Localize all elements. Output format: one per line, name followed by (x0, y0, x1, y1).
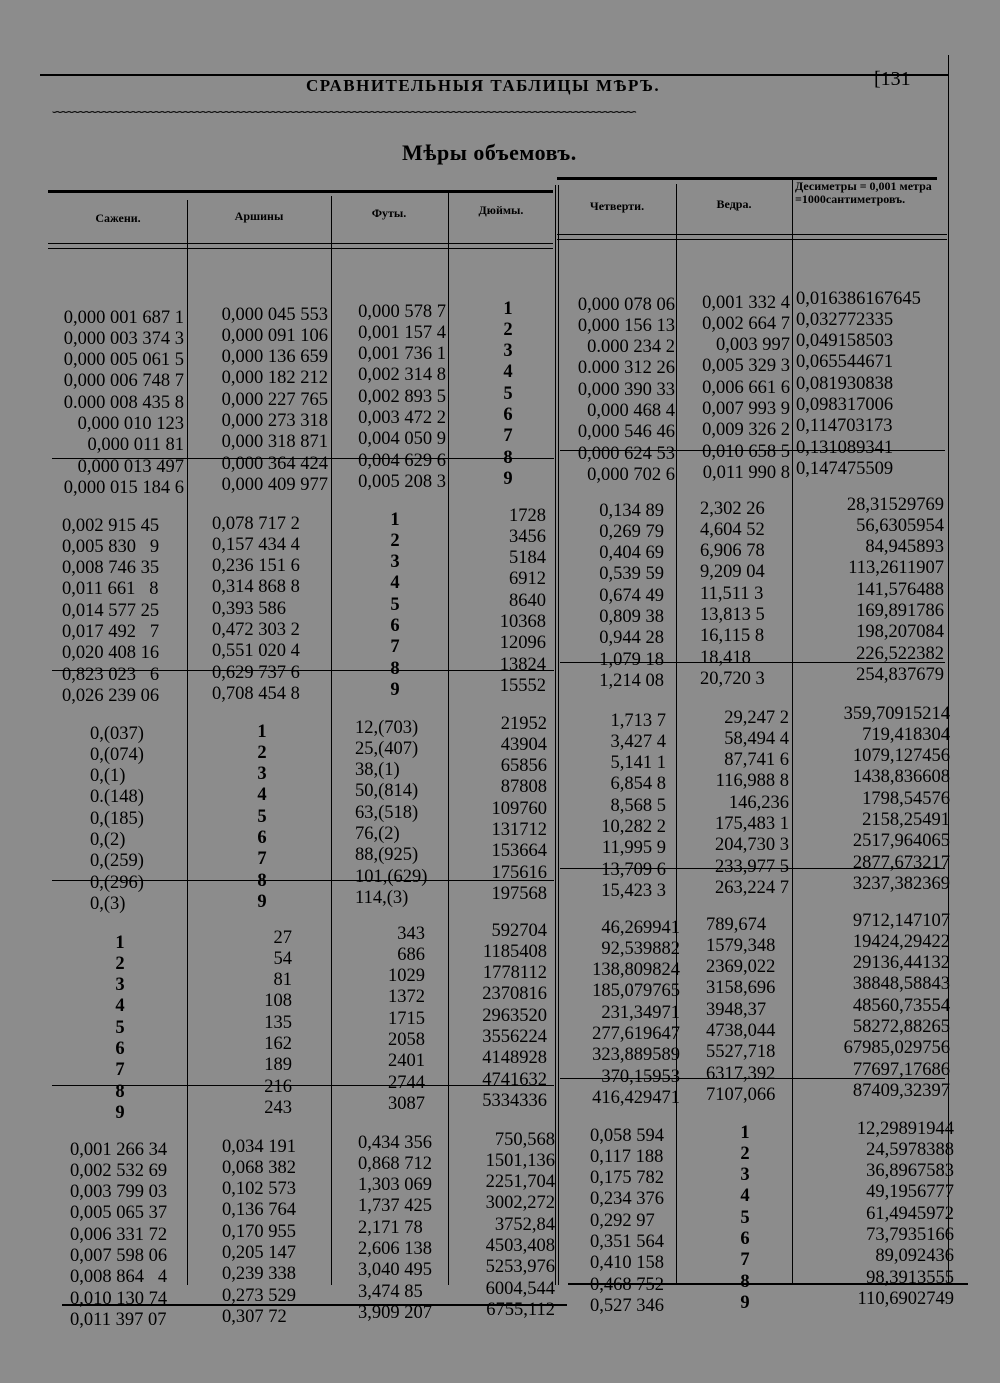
col-sep-6 (792, 180, 793, 1284)
block1-futy: 0,000 578 7 0,001 157 4 0,001 736 1 0,002 314 8 0,002 893 5 0,003 472 2 0,004 050 9 0,004 629 6 0,005 208 3 (358, 301, 446, 492)
colhead-futy: Футы. (371, 206, 407, 220)
block3-futy: 12,(703) 25,(407) 38,(1) 50,(814) 63,(518) 76,(2) 88,(925) 101,(629) 114,(3) (355, 717, 428, 908)
header-underline-left-2 (48, 248, 553, 249)
block2-dyuimy: 1728 3456 5184 6912 8640 10368 12096 13824 15552 (499, 505, 546, 696)
running-header-title: СРАВНИТЕЛЬНЫЯ ТАБЛИЦЫ МѢРЪ. (306, 76, 661, 95)
block3-dyuimy: 21952 43904 65856 87808 109760 131712 153664 175616 197568 (491, 713, 547, 904)
page-number: [131 (874, 68, 911, 90)
header-wavy-rule: ∽∽∽∽∽∽∽∽∽∽∽∽∽∽∽∽∽∽∽∽∽∽∽∽∽∽∽∽∽∽∽∽∽∽∽∽∽∽∽∽∽∽∽∽∽∽∽∽∽∽∽∽∽∽∽∽∽∽∽∽∽∽∽∽∽∽∽∽∽∽∽∽∽∽∽∽∽∽∽∽∽∽∽∽∽∽∽∽∽∽∽∽∽∽∽∽∽∽∽∽ (52, 106, 635, 120)
colhead-vedra: Ведра. (716, 197, 752, 211)
block5-arshiny: 0,034 191 0,068 382 0,102 573 0,136 764 0,170 955 0,205 147 0,239 338 0,273 529 0,307 72 (222, 1136, 296, 1327)
block1-desimetry: 0,016386167645 0,032772335 0,049158503 0,065544671 0,081930838 0,098317006 0,114703173 0,131089341 0,147475509 (796, 288, 921, 479)
header-underline-right-2 (557, 239, 947, 240)
block4-sazheni: 1 2 3 4 5 6 7 8 9 (115, 932, 125, 1123)
block2-desimetry: 28,31529769 56,6305954 84,945893 113,2611907 141,576488 169,891786 198,207084 226,522382 254,837679 (846, 494, 944, 685)
block3-desimetry: 359,70915214 719,418304 1079,127456 1438,836608 1798,54576 2158,25491 2517,964065 2877,673217 3237,382369 (843, 703, 950, 894)
section-title: Мѣры объемовъ. (402, 140, 577, 165)
block2-arshiny: 0,078 717 2 0,157 434 4 0,236 151 6 0,314 868 8 0,393 586 0,472 303 2 0,551 020 4 0,629 737 6 0,708 454 8 (212, 513, 300, 704)
colhead-arshiny: Аршины (234, 209, 284, 223)
colhead-desimetry: Десиметры = 0,001 метра =1000сантиметровъ. (795, 179, 932, 206)
col-sep-1 (187, 200, 188, 1285)
block4-vedra: 789,674 1579,348 2369,022 3158,696 3948,37 4738,044 5527,718 6317,392 7107,066 (706, 914, 776, 1105)
block4-futy: 343 686 1029 1372 1715 2058 2401 2744 3087 (388, 923, 425, 1114)
col-sep-3 (448, 193, 449, 1285)
block5-sazheni: 0,001 266 34 0,002 532 69 0,003 799 03 0,005 065 37 0,006 331 72 0,007 598 06 0,008 864 4 0,010 130 74 0,011 397 07 (70, 1139, 168, 1330)
block2-sazheni: 0,002 915 45 0,005 830 9 0,008 746 35 0,011 661 8 0,014 577 25 0,017 492 7 0,020 408 16 0,823 023 6 0,026 239 06 (62, 515, 160, 706)
header-underline-right (557, 234, 947, 235)
col-sep-2 (331, 196, 332, 1285)
block2-vedra: 2,302 26 4,604 52 6,906 78 9,209 04 11,511 3 13,813 5 16,115 8 18,418 20,720 3 (700, 498, 765, 689)
colhead-chetverti: Четверти. (589, 199, 645, 213)
header-underline-left (48, 243, 553, 244)
block4-arshiny: 27 54 81 108 135 162 189 216 243 (264, 927, 292, 1118)
block5-chetverti: 0,058 594 0,117 188 0,175 782 0,234 376 0,292 97 0,351 564 0,410 158 0,468 752 0,527 346 (590, 1125, 664, 1316)
block3-vedra: 29,247 2 58,494 4 87,741 6 116,988 8 146,236 175,483 1 204,730 3 233,977 5 263,224 7 (715, 707, 789, 898)
block3-sazheni: 0,(037) 0,(074) 0,(1) 0.(148) 0,(185) 0,(2) 0,(259) 0,(296) 0,(3) (90, 723, 144, 914)
block5-futy: 0,434 356 0,868 712 1,303 069 1,737 425 2,171 78 2,606 138 3,040 495 3,474 85 3,909 207 (358, 1132, 432, 1323)
block4-chetverti: 46,269941 92,539882 138,809824 185,079765 231,34971 277,619647 323,889589 370,15953 416,429471 (592, 917, 680, 1108)
block2-futy: 1 2 3 4 5 6 7 8 9 (390, 509, 400, 700)
block1-vedra: 0,001 332 4 0,002 664 7 0,003 997 0,005 329 3 0,006 661 6 0,007 993 9 0,009 326 2 0,010 658 5 0,011 990 8 (702, 292, 790, 483)
col-sep-4-right (558, 185, 559, 1285)
block5-vedra: 1 2 3 4 5 6 7 8 9 (740, 1122, 750, 1313)
block1-chetverti: 0,000 078 06 0,000 156 13 0.000 234 2 0.000 312 26 0,000 390 33 0,000 468 4 0,000 546 46 0,000 624 53 0,000 702 6 (577, 294, 675, 485)
table-top-rule-left (48, 190, 553, 193)
block5-dyuimy: 750,568 1501,136 2251,704 3002,272 3752,84 4503,408 5253,976 6004,544 6755,112 (485, 1129, 555, 1320)
block4-desimetry: 9712,147107 19424,29422 29136,44132 38848,58843 48560,73554 58272,88265 67985,029756 77697,17686 87409,32397 (843, 910, 950, 1101)
block3-chetverti: 1,713 7 3,427 4 5,141 1 6,854 8 8,568 5 10,282 2 11,995 9 13,709 6 15,423 3 (601, 710, 666, 901)
block1-dyuimy: 1 2 3 4 5 6 7 8 9 (503, 298, 513, 489)
block4-dyuimy: 592704 1185408 1778112 2370816 2963520 3556224 4148928 4741632 5334336 (482, 920, 547, 1111)
block1-arshiny: 0,000 045 553 0,000 091 106 0,000 136 659 0,000 182 212 0,000 227 765 0,000 273 318 0,000 318 871 0,000 364 424 0,000 409 977 (221, 304, 328, 495)
colhead-dyuimy: Дюймы. (478, 203, 524, 217)
block1-sazheni: 0,000 001 687 1 0,000 003 374 3 0,000 005 061 5 0,000 006 748 7 0.000 008 435 8 0,000 010 123 0,000 011 81 0,000 013 497 0,000 015 184 6 (63, 307, 184, 498)
block5-desimetry: 12,29891944 24,5978388 36,8967583 49,1956777 61,4945972 73,7935166 89,092436 98,3913555 110,6902749 (856, 1118, 954, 1309)
colhead-sazheni: Сажени. (95, 211, 141, 225)
block2-chetverti: 0,134 89 0,269 79 0,404 69 0,539 59 0,674 49 0,809 38 0,944 28 1,079 18 1,214 08 (599, 500, 664, 691)
block3-arshiny: 1 2 3 4 5 6 7 8 9 (257, 721, 267, 912)
